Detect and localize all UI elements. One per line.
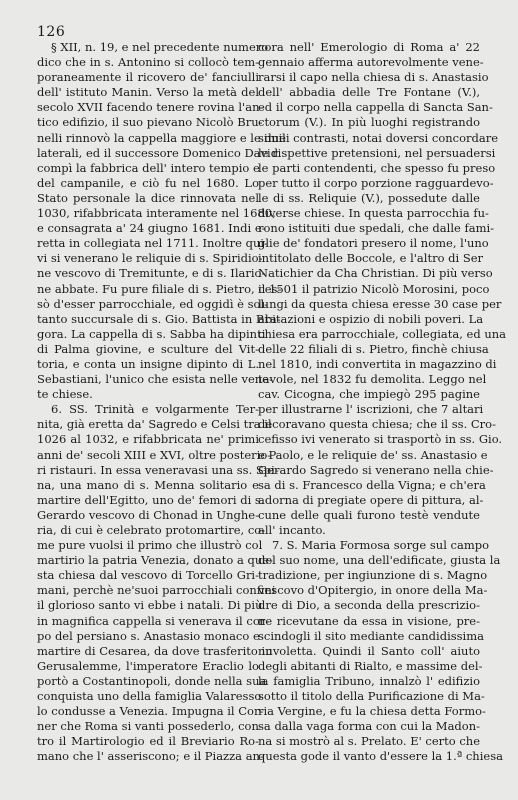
text-line-content: Gerardo Sagredo si venerano nella chie-	[258, 462, 494, 477]
text-line	[37, 176, 259, 191]
text-line-content: la famiglia Tribuno, innalzò l' edifizio	[258, 673, 480, 688]
text-line	[258, 462, 494, 478]
text-line	[258, 689, 485, 704]
text-line	[37, 342, 259, 357]
text-line	[37, 85, 259, 100]
page-number: 126	[37, 24, 66, 40]
text-line	[258, 658, 483, 674]
text-line-content: po del persiano s. Anastasio monaco e	[37, 628, 260, 643]
text-line-content: chiesa era parrocchiale, collegiata, ed una	[258, 326, 507, 341]
text-line	[258, 749, 503, 764]
text-line	[37, 598, 263, 613]
text-line	[258, 508, 480, 523]
text-line-content: diverse chiese. In questa parrocchia fu-	[258, 206, 489, 221]
text-line	[37, 281, 282, 297]
text-line-content: na, una mano di s. Menna solitario e	[37, 477, 259, 492]
text-line-content: nel 1810, indi convertita in magazzino di	[258, 356, 497, 371]
text-line	[258, 628, 484, 644]
text-line-content: simili contrasti, notai doversi concordare	[258, 130, 499, 145]
text-line	[258, 704, 486, 719]
text-line	[37, 523, 266, 538]
text-line-content: il 1501 il patrizio Nicolò Morosini, poco	[258, 281, 490, 296]
text-line	[258, 402, 484, 417]
text-line	[258, 281, 490, 297]
text-line	[37, 357, 259, 372]
text-line-content: na si mostrò al s. Prelato. E' certo che	[258, 734, 481, 749]
text-line-content: tro il Martirologio ed il Breviario Ro-	[37, 734, 259, 749]
text-line	[37, 70, 259, 85]
text-line-content: 1026 al 1032, e rifabbricata ne' primi	[37, 432, 259, 447]
text-line	[258, 326, 507, 342]
text-line-content: cune delle quali furono testè vendute	[258, 507, 480, 522]
text-line-content: tradizione, per ingiunzione di s. Magno	[258, 568, 488, 583]
text-line-content: ria Vergine, e fu la chiesa detta Formo-	[258, 704, 486, 719]
text-line-content: 7. S. Maria Formosa sorge sul campo	[272, 538, 490, 553]
text-line	[258, 492, 484, 508]
text-line	[258, 553, 501, 568]
text-line-content: sotto il titolo della Purificazione di Ma-	[258, 689, 485, 704]
text-line-content: tico edifizio, il suo pievano Nicolò Bru-	[37, 115, 263, 130]
text-line	[37, 447, 272, 463]
text-line-content: ne abbate. Fu pure filiale di s. Pietro, ces-	[37, 281, 282, 296]
text-line-content: all' incanto.	[258, 523, 326, 537]
text-line-content: rarsi il capo nella chiesa di s. Anastasio	[258, 70, 489, 85]
text-line-content: martire di Cesarea, da dove trasferito in	[37, 643, 273, 658]
text-line	[258, 356, 497, 372]
text-line-content: ri ristauri. In essa veneravasi una ss. Spi-	[37, 462, 279, 477]
text-line	[37, 236, 268, 251]
text-line-content: lo condusse a Venezia. Impugna il Cor-	[37, 704, 264, 719]
text-line-content: sta chiesa dal vescovo di Torcello Gri-	[37, 568, 259, 583]
text-line-content: delle 22 filiali di s. Pietro, finchè chiusa	[258, 341, 489, 356]
text-line-content: § XII, n. 19, e nel precedente numero	[51, 40, 269, 54]
text-line-content: Natichier da Cha Christian. Di più verso	[258, 266, 493, 281]
text-line	[258, 266, 493, 281]
text-line	[258, 70, 489, 85]
text-line	[37, 326, 266, 342]
text-line	[37, 387, 259, 402]
text-line-content: sa di s. Francesco della Vigna; e ch'era	[258, 477, 486, 492]
text-line-content: secolo XVII facendo tenere rovina l'an-	[37, 100, 264, 115]
text-line	[37, 372, 273, 387]
text-line	[37, 296, 269, 312]
text-line	[258, 523, 480, 538]
text-line	[258, 236, 489, 251]
text-line	[37, 191, 259, 206]
text-line	[258, 206, 489, 221]
text-line	[258, 160, 496, 176]
text-line-content: il glorioso santo vi ebbe i natali. Di più	[37, 598, 263, 613]
text-line-content: Gerardo vescovo di Chonad in Unghe-	[37, 507, 259, 522]
text-line-content: Stato personale la dice rinnovata nel	[37, 190, 259, 205]
text-line-content: poraneamente il ricovero de' fanciulli	[37, 70, 259, 85]
text-line	[258, 387, 480, 402]
text-line-content: ner che Roma si vanti possederlo, con-	[37, 719, 263, 734]
text-line-content: le rispettive pretensioni, nel persuadersi	[258, 145, 496, 160]
text-line-content: portò a Costantinopoli, donde nella sua	[37, 673, 267, 688]
text-line	[37, 462, 279, 478]
text-line-content: martirio la patria Venezia, donato a que-	[37, 553, 273, 568]
text-line-content: 1030, rifabbricata interamente nel 1680,	[37, 206, 276, 221]
text-line	[37, 508, 259, 523]
text-line	[258, 296, 502, 312]
right-text-column	[258, 40, 507, 765]
text-line	[37, 553, 273, 568]
text-line	[258, 145, 496, 161]
text-line	[37, 719, 263, 734]
text-line-content: rono istituiti due spedali, che dalle fami-	[258, 221, 495, 236]
text-line-content: mano che l' asseriscono; e il Piazza an-	[37, 749, 264, 764]
text-line	[37, 432, 259, 447]
text-line	[258, 734, 480, 749]
text-line-content: dell' abbadia delle Tre Fontane (V.),	[258, 85, 480, 100]
text-line	[37, 583, 276, 598]
left-text-column	[37, 40, 286, 765]
text-line-content: martire dell'Egitto, uno de' femori di s.	[37, 492, 265, 507]
text-line-content: del suo nome, una dell'edificate, giusta la	[258, 553, 501, 568]
text-line-content: gora. La cappella di s. Sabba ha dipinti	[37, 326, 266, 341]
text-line	[37, 417, 272, 432]
text-line	[258, 477, 486, 493]
text-line-content: lungi da questa chiesa eresse 30 case per	[258, 296, 502, 311]
text-line	[37, 689, 262, 704]
text-line-content: ne vescovo di Tremitunte, e di s. Ilario-	[37, 266, 266, 281]
text-line-content: sò d'esser parrocchiale, ed oggidì è sol-	[37, 296, 269, 311]
text-line-content: Gerusalemme, l'imperatore Eraclio lo	[37, 658, 259, 673]
text-line	[37, 749, 264, 764]
text-line-content: le parti contendenti, che spesso fu preso	[258, 160, 496, 175]
text-line	[37, 145, 279, 161]
text-line-content: per tutto il corpo porzione ragguardevo-	[258, 175, 494, 190]
text-line-content: di Palma giovine, e sculture del Vit-	[37, 341, 259, 356]
text-line-content: dell' istituto Manin. Verso la metà del	[37, 85, 259, 100]
text-line	[258, 417, 496, 432]
text-line-content: e consagrata a' 24 giugno 1681. Indi e-	[37, 221, 266, 236]
text-line	[37, 629, 259, 644]
text-line-content: cora nell' Emerologio di Roma a' 22	[258, 40, 480, 54]
text-line-content: ctorum (V.). In più luoghi registrando	[258, 115, 480, 130]
text-line	[37, 251, 263, 266]
text-line-content: dico che in s. Antonino si collocò tem-	[37, 55, 259, 70]
text-line-content: Sebastiani, l'unico che esista nelle vene-	[37, 372, 273, 387]
text-line	[37, 492, 265, 508]
text-line-content: te chiese.	[37, 387, 93, 402]
text-line	[258, 432, 503, 447]
text-line	[258, 175, 494, 191]
text-line	[37, 266, 266, 281]
text-line	[258, 55, 484, 70]
text-line	[37, 613, 270, 629]
text-line	[37, 402, 259, 417]
text-line-content: tanto succursale di s. Gio. Battista in Bra-	[37, 311, 281, 326]
text-line-content: del campanile, e ciò fu nel 1680. Lo	[37, 175, 259, 190]
text-line	[258, 614, 480, 629]
text-line-content: cav. Cicogna, che impiegò 295 pagine	[258, 387, 480, 402]
text-line	[258, 719, 480, 734]
text-line	[258, 372, 487, 387]
text-line	[37, 161, 259, 176]
text-line	[37, 206, 276, 221]
text-line	[37, 643, 273, 659]
text-line-content: scindogli il sito mediante candidissima	[258, 628, 484, 643]
text-line-content: nuvoletta. Quindi il Santo coll' aiuto	[258, 643, 480, 658]
text-line-content: 6. SS. Trinità e volgarmente Ter-	[51, 402, 259, 417]
text-line	[258, 130, 499, 146]
text-line	[37, 55, 259, 70]
text-line-content: ed il corpo nella cappella di Sancta San-	[258, 100, 493, 115]
text-line	[258, 311, 484, 327]
text-line	[258, 100, 493, 115]
text-line-content: compì la fabbrica dell' intero tempio e	[37, 160, 260, 175]
text-line-content: ne ricevutane da essa in visione, pre-	[258, 613, 480, 628]
text-line-content: intitolato delle Boccole, e l'altro di Ser	[258, 251, 484, 266]
text-line-content: sa dalla vaga forma con cui la Madon-	[258, 719, 480, 734]
text-line-content: glie de' fondatori presero il nome, l'uno	[258, 236, 489, 251]
text-line-content: questa gode il vanto d'essere la 1.ª chiesa	[258, 749, 503, 764]
text-line	[37, 100, 264, 115]
text-line-content: per illustrarne l' iscrizioni, che 7 altari	[258, 402, 484, 417]
text-line-content: laterali, ed il successore Domenico David	[37, 145, 279, 160]
text-line	[37, 568, 259, 583]
text-line-content: me pure vuolsi il primo che illustrò col	[37, 538, 263, 553]
text-line	[258, 341, 489, 357]
text-line-content: le di ss. Reliquie (V.), possedute dalle	[258, 190, 480, 205]
text-line	[37, 673, 267, 689]
text-line	[258, 644, 480, 659]
text-line-content: retta in collegiata nel 1711. Inoltre qui-	[37, 236, 268, 251]
text-line	[258, 251, 484, 266]
text-line	[37, 734, 259, 749]
text-line	[258, 538, 490, 553]
text-line-content: nita, già eretta da' Sagredo e Celsi tra il	[37, 417, 272, 432]
text-line-content: decoravano questa chiesa; che il ss. Cro-	[258, 417, 496, 432]
text-line-content: tavole, nel 1832 fu demolita. Leggo nel	[258, 372, 487, 387]
text-line-content: vi si venerano le reliquie di s. Spiridio-	[37, 251, 263, 266]
text-line	[37, 40, 269, 55]
text-line-content: ria, di cui è celebrato protomartire, co-	[37, 523, 266, 537]
text-line	[258, 674, 480, 689]
text-line	[37, 311, 281, 327]
text-line-content: in magnifica cappella si venerava il cor-	[37, 613, 270, 628]
text-line	[258, 221, 495, 236]
text-line	[37, 130, 286, 146]
text-line	[258, 85, 480, 100]
text-line	[37, 478, 259, 493]
text-line-content: toria, e conta un insigne dipinto di L.	[37, 356, 259, 371]
text-line	[258, 115, 480, 130]
text-line-content: vescovo d'Opitergio, in onore della Ma-	[258, 583, 488, 598]
text-line-content: degli abitanti di Rialto, e massime del-	[258, 658, 483, 673]
text-line-content: dre di Dio, a seconda della prescrizio-	[258, 598, 480, 613]
text-line	[37, 538, 263, 553]
text-line-content: adorna di pregiate opere di pittura, al-	[258, 492, 484, 507]
text-line	[37, 659, 259, 674]
text-line	[37, 221, 266, 236]
text-line-content: cefisso ivi venerato si trasportò in ss. Gio.	[258, 432, 503, 447]
text-line	[37, 115, 263, 130]
text-line-content: mani, perchè ne'suoi parrocchiali confini	[37, 583, 276, 598]
text-line	[37, 704, 264, 719]
text-line-content: gennaio afferma autorevolmente vene-	[258, 55, 484, 70]
text-line	[258, 447, 488, 463]
text-line-content: anni de' secoli XIII e XVI, oltre posterio-	[37, 447, 272, 462]
text-line-content: nelli rinnovò la cappella maggiore e le due	[37, 130, 286, 145]
text-line-content: conquista uno della famiglia Valaresso	[37, 689, 262, 704]
text-line	[258, 40, 480, 55]
text-line	[258, 568, 488, 583]
text-line	[258, 191, 480, 206]
text-line	[258, 583, 488, 598]
text-line-content: abitazioni e ospizio di nobili poveri. La	[258, 311, 484, 326]
text-line	[258, 598, 480, 613]
text-line-content: e Paolo, e le reliquie de' ss. Anastasio e	[258, 447, 488, 462]
